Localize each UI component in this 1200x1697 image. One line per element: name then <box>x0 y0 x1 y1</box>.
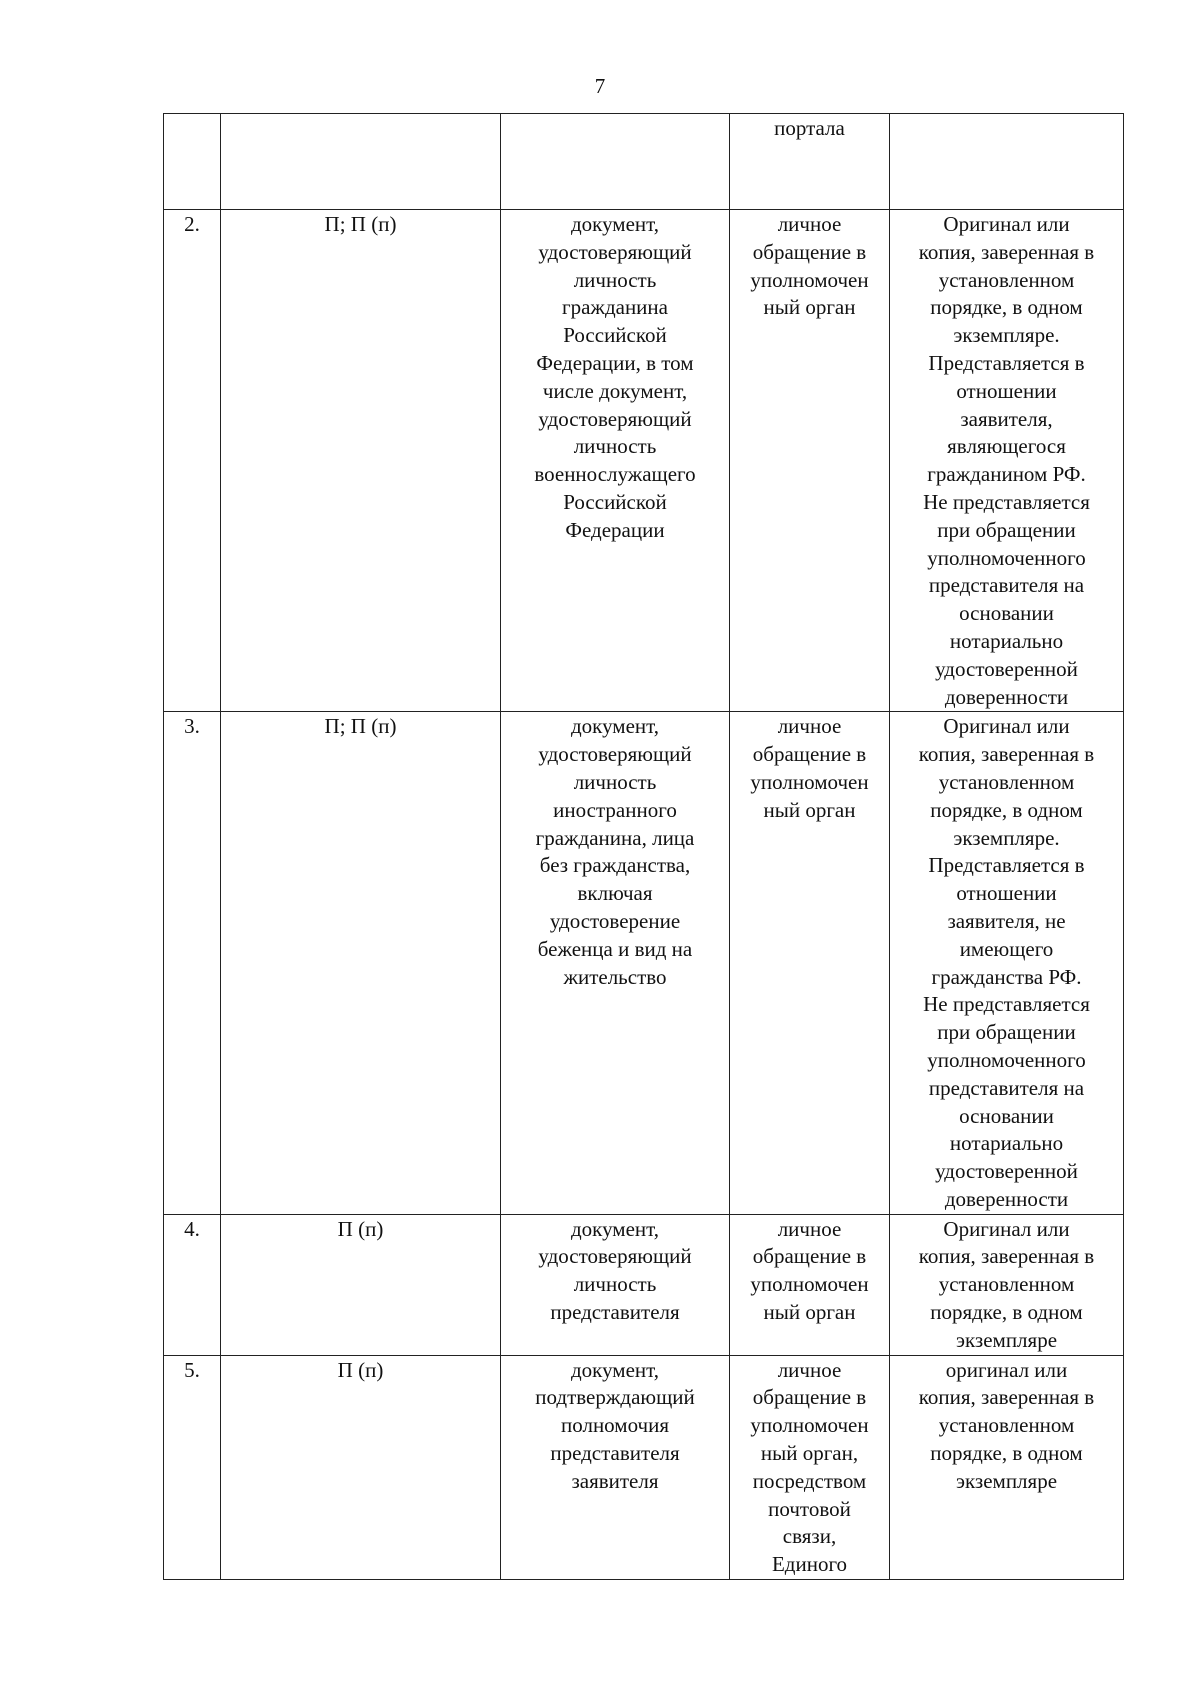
row-number-cell: 2. <box>164 210 221 712</box>
submission-method-cell: личное обращение в уполномочен ный орган <box>730 1214 890 1355</box>
notes-cell: Оригинал или копия, заверенная в установленном порядке, в одном экземпляре. Представляется в отношении заявителя, не имеющего гражданства РФ. Не представляется при обращении уполномоченного представителя на основании нотариально удостоверенной доверенности <box>890 712 1124 1214</box>
table-row <box>164 210 1124 712</box>
table-row <box>164 1214 1124 1355</box>
row-number-cell: 3. <box>164 712 221 1214</box>
category-cell: П (п) <box>221 1355 501 1579</box>
document-cell: документ, удостоверяющий личность гражданина Российской Федерации, в том числе документ, удостоверяющий личность военнослужащего Российской Федерации <box>501 210 730 712</box>
page-number: 7 <box>594 74 606 98</box>
notes-cell: Оригинал или копия, заверенная в установленном порядке, в одном экземпляре <box>890 1214 1124 1355</box>
notes-cell: Оригинал или копия, заверенная в установленном порядке, в одном экземпляре. Представляется в отношении заявителя, являющегося гражданином РФ. Не представляется при обращении уполномоченного представителя на основании нотариально удостоверенной доверенности <box>890 210 1124 712</box>
document-cell <box>501 114 730 210</box>
submission-method-cell: портала <box>730 114 890 210</box>
submission-method-cell: личное обращение в уполномочен ный орган, посредством почтовой связи, Единого <box>730 1355 890 1579</box>
row-number-cell: 5. <box>164 1355 221 1579</box>
category-cell: П; П (п) <box>221 210 501 712</box>
document-cell: документ, удостоверяющий личность представителя <box>501 1214 730 1355</box>
document-cell: документ, подтверждающий полномочия представителя заявителя <box>501 1355 730 1579</box>
documents-table <box>163 113 1124 1580</box>
table-row <box>164 1355 1124 1579</box>
category-cell: П (п) <box>221 1214 501 1355</box>
table-row <box>164 712 1124 1214</box>
notes-cell: оригинал или копия, заверенная в установленном порядке, в одном экземпляре <box>890 1355 1124 1579</box>
document-cell: документ, удостоверяющий личность иностранного гражданина, лица без гражданства, включая удостоверение беженца и вид на жительство <box>501 712 730 1214</box>
row-number-cell <box>164 114 221 210</box>
notes-cell <box>890 114 1124 210</box>
table-row <box>164 114 1124 210</box>
submission-method-cell: личное обращение в уполномочен ный орган <box>730 210 890 712</box>
category-cell <box>221 114 501 210</box>
row-number-cell: 4. <box>164 1214 221 1355</box>
category-cell: П; П (п) <box>221 712 501 1214</box>
submission-method-cell: личное обращение в уполномочен ный орган <box>730 712 890 1214</box>
